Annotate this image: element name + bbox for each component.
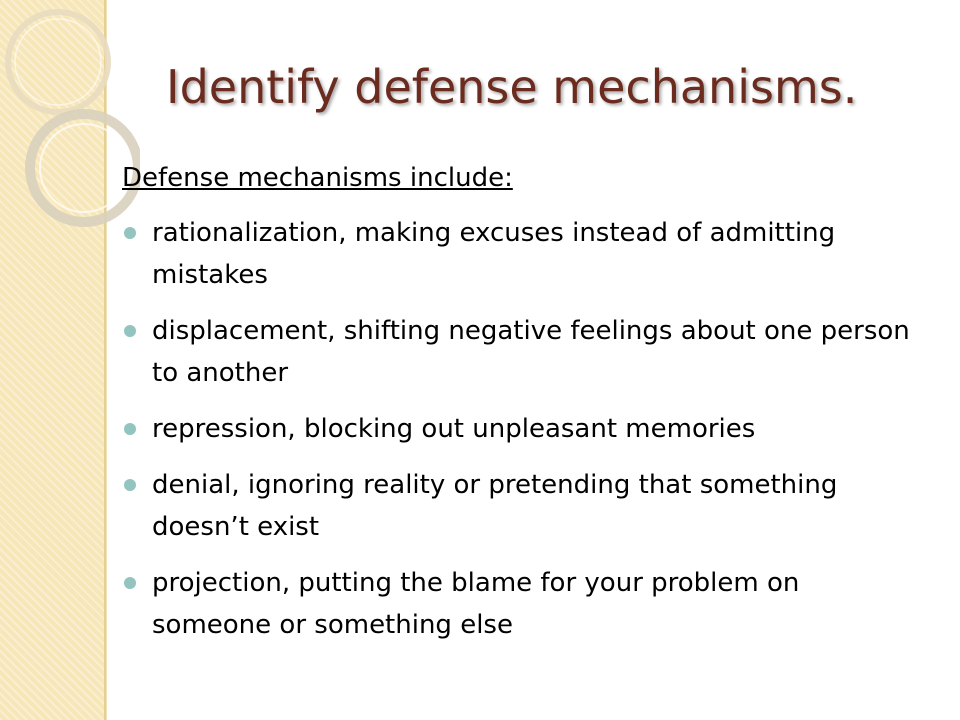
circle-bullet-icon bbox=[124, 577, 136, 589]
circle-bullet-icon bbox=[124, 227, 136, 239]
bullet-text: repression, blocking out unpleasant memories bbox=[152, 414, 756, 444]
bullet-text: displacement, shifting negative feelings about one person to another bbox=[152, 316, 910, 388]
bullet-text: denial, ignoring reality or pretending that something doesn’t exist bbox=[152, 470, 838, 542]
intro-text: Defense mechanisms include: bbox=[122, 163, 513, 193]
circle-bullet-icon bbox=[124, 479, 136, 491]
decorative-rings bbox=[0, 0, 140, 260]
list-item bbox=[122, 562, 922, 646]
list-item bbox=[122, 212, 922, 296]
circle-bullet-icon bbox=[124, 325, 136, 337]
bullet-list bbox=[122, 212, 922, 660]
list-item bbox=[122, 464, 922, 548]
list-item bbox=[122, 310, 922, 394]
circle-bullet-icon bbox=[124, 423, 136, 435]
list-item bbox=[122, 408, 922, 450]
slide-title: Identify defense mechanisms. bbox=[166, 60, 858, 114]
bullet-text: projection, putting the blame for your problem on someone or something else bbox=[152, 568, 800, 640]
bullet-text: rationalization, making excuses instead of admitting mistakes bbox=[152, 218, 836, 290]
